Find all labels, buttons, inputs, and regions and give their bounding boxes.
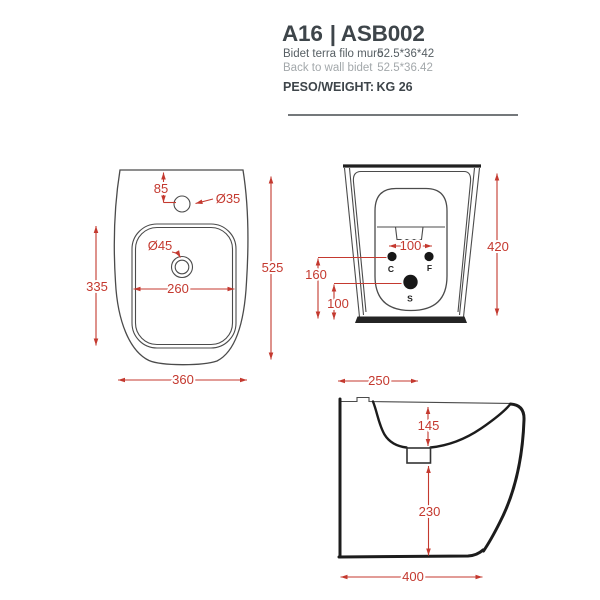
size-italian: 52.5*36*42: [377, 48, 435, 60]
front-tap-hole-inner: [175, 260, 189, 274]
product-code: A16: [282, 21, 323, 46]
side-basin-profile-right: [431, 405, 511, 448]
side-bottom-edge: [339, 550, 483, 557]
side-top-edge: [339, 398, 513, 404]
dim-top-depth: 250: [368, 373, 390, 388]
title-divider: |: [329, 21, 336, 46]
dim-s-height: 100: [327, 296, 349, 311]
hot-water-hole: [424, 252, 433, 261]
dim-tap-diameter: Ø45: [147, 238, 173, 253]
back-view: [305, 166, 509, 323]
side-basin-profile-left: [373, 402, 407, 448]
side-view: [338, 373, 524, 584]
back-inner-right-edge: [460, 168, 475, 315]
side-right-edge: [484, 404, 525, 551]
dim-hole-spacing: 100: [399, 238, 422, 253]
dim-total-height: 525: [261, 260, 284, 275]
dim-hole-diameter: Ø35: [215, 191, 241, 206]
size-english: 52.5*36.42: [377, 62, 433, 74]
description-english: Back to wall bidet: [283, 62, 373, 74]
hot-water-label: F: [426, 263, 433, 273]
dim-total-width: 360: [172, 372, 194, 387]
cold-water-hole: [387, 252, 396, 261]
dim-drain-to-floor: 230: [418, 504, 441, 519]
dim-total-depth: 400: [402, 569, 424, 584]
front-overflow-hole: [174, 196, 190, 212]
drain-hole: [403, 275, 417, 289]
side-drain-box: [407, 448, 431, 463]
dim-back-total-height: 420: [487, 239, 509, 254]
dim-cf-height: 160: [305, 267, 327, 282]
weight-label: PESO/WEIGHT:: [283, 80, 374, 94]
front-view: [86, 170, 283, 387]
weight-value: KG 26: [376, 80, 413, 94]
dim-leader-hole-diameter: [196, 199, 214, 204]
description-italian: Bidet terra filo muro: [283, 48, 384, 60]
dim-hole-offset: 85: [153, 181, 169, 196]
back-base-plate: [355, 317, 467, 324]
back-outer-right-edge: [464, 168, 480, 317]
front-tap-hole-outer: [172, 257, 193, 278]
dim-basin-width: 260: [167, 281, 189, 296]
dim-rim-to-drain: 145: [417, 418, 440, 433]
cold-water-label: C: [387, 264, 395, 274]
product-model: ASB002: [340, 21, 425, 46]
dim-basin-height: 335: [86, 279, 108, 294]
drain-label: S: [407, 293, 413, 304]
